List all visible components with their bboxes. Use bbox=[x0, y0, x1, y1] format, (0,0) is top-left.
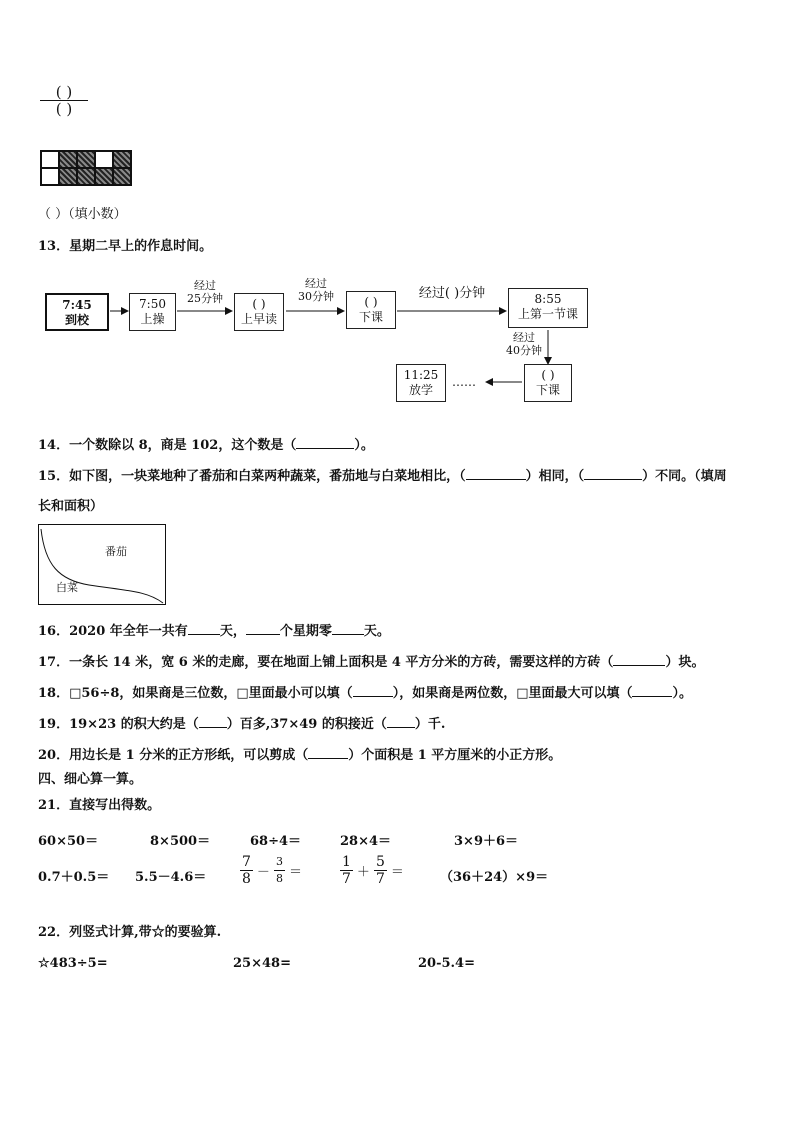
calc-7: 5.5－4.6＝ bbox=[135, 870, 207, 885]
calc-4: 28×4＝ bbox=[340, 834, 392, 849]
q19: 19．19×23 的积大约是（ ）百多,37×49 的积接近（ ）千. bbox=[38, 717, 446, 732]
vertical-calc-1: ☆483÷5= bbox=[38, 956, 108, 971]
box-first-class: 8:55 上第一节课 bbox=[508, 288, 588, 328]
q21-title: 21．直接写出得数。 bbox=[38, 798, 161, 813]
vertical-calc-2: 25×48= bbox=[233, 956, 291, 971]
fraction-denominator: ( ) bbox=[55, 100, 73, 118]
tomato-label: 番茄 bbox=[105, 545, 127, 558]
box-morning-reading: ( ) 上早读 bbox=[234, 293, 284, 331]
q15-line1: 15．如下图，一块菜地种了番茄和白菜两种蔬菜，番茄地与白菜地相比，（ ）相同，（ ）不同。（填周 bbox=[38, 469, 727, 484]
arrow-label-25: 经过 25分钟 bbox=[187, 279, 223, 305]
box-exercise: 7:50 上操 bbox=[129, 293, 176, 331]
calc-6: 0.7＋0.5＝ bbox=[38, 870, 110, 885]
arrow-label-40: 经过 40分钟 bbox=[506, 331, 542, 357]
arrow-label-30: 经过 30分钟 bbox=[298, 277, 334, 303]
calc-1: 60×50＝ bbox=[38, 834, 99, 849]
calc-9-fraction: $\frac{1}{7}$ ＋ $\frac{5}{7}$ ＝ bbox=[342, 854, 404, 887]
calc-10: （36＋24）×9＝ bbox=[440, 870, 549, 885]
vertical-calc-3: 20-5.4= bbox=[418, 956, 475, 971]
q13-title: 13．星期二早上的作息时间。 bbox=[38, 239, 213, 254]
q15-line2: 长和面积） bbox=[38, 499, 104, 514]
box-class-end-1: ( ) 下课 bbox=[346, 291, 396, 329]
q17: 17．一条长 14 米，宽 6 米的走廊，要在地面上铺上面积是 4 平方分米的方砖，需要这样的方砖（ ）块。 bbox=[38, 655, 705, 670]
calc-5: 3×9＋6＝ bbox=[454, 834, 519, 849]
garden-figure bbox=[38, 524, 166, 605]
calc-8-fraction: $\frac{7}{8}$ － $\frac{3}{8}$ ＝ bbox=[242, 854, 302, 887]
q16: 16．2020 年全年一共有 天， 个星期零 天。 bbox=[38, 624, 390, 639]
box-arrive: 7:45 到校 bbox=[45, 293, 109, 331]
cabbage-label: 白菜 bbox=[56, 581, 78, 594]
calc-3: 68÷4＝ bbox=[250, 834, 302, 849]
schedule-arrows bbox=[0, 0, 794, 420]
section-4-heading: 四、细心算一算。 bbox=[38, 772, 143, 787]
box-dismissal: 11:25 放学 bbox=[396, 364, 446, 402]
arrow-label-blank: 经过( )分钟 bbox=[418, 286, 486, 301]
ellipsis: …… bbox=[452, 375, 476, 389]
q20: 20．用边长是 1 分米的正方形纸，可以剪成（ ）个面积是 1 平方厘米的小正方形。 bbox=[38, 748, 562, 763]
q14: 14．一个数除以 8，商是 102，这个数是（ ）。 bbox=[38, 438, 374, 453]
calc-2: 8×500＝ bbox=[150, 834, 211, 849]
fraction-numerator: ( ) bbox=[55, 83, 73, 101]
q18: 18．□56÷8，如果商是三位数，□里面最小可以填（ ），如果商是两位数，□里面最大可以填（ ）。 bbox=[38, 686, 692, 701]
box-class-end-2: ( ) 下课 bbox=[524, 364, 572, 402]
q22-title: 22．列竖式计算,带☆的要验算. bbox=[38, 925, 222, 940]
q12-answer-line: （ ）（填小数） bbox=[38, 207, 127, 222]
